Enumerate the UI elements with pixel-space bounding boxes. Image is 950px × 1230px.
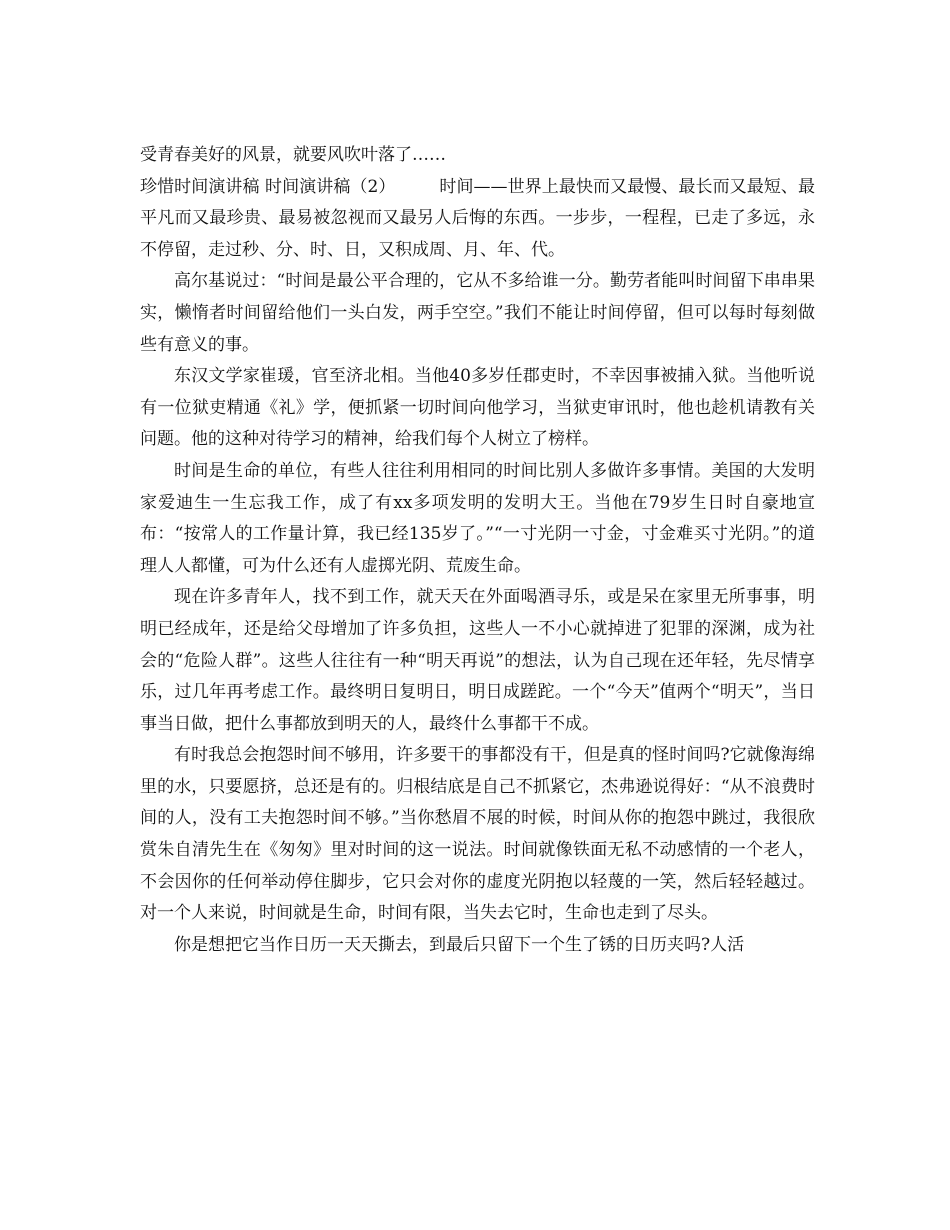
- paragraph-gorky: 高尔基说过：“时间是最公平合理的，它从不多给谁一分。勤劳者能叫时间留下串串果实，懒惰者时间留给他们一头白发，两手空空。”我们不能让时间停留，但可以每时每刻做些有意义的事。: [140, 271, 815, 355]
- document-page: [140, 140, 815, 961]
- paragraph-complaint: 有时我总会抱怨时间不够用，许多要干的事都没有干，但是真的怪时间吗?它就像海绵里的水，只要愿挤，总还是有的。归根结底是自己不抓紧它，杰弗逊说得好：“从不浪费时间的人，没有工夫抱怨时间不够。”当你愁眉不展的时候，时间从你的抱怨中跳过，我很欣赏朱自清先生在《匆匆》里对时间的这一说法。时间就像铁面无私不动感情的一个老人，不会因你的任何举动停住脚步，它只会对你的虚度光阴抱以轻蔑的一笑，然后轻轻越过。对一个人来说，时间就是生命，时间有限，当失去它时，生命也走到了尽头。: [140, 745, 815, 924]
- paragraph-continuation: 受青春美好的风景，就要风吹叶落了……: [140, 145, 446, 165]
- paragraph-title-intro: 珍惜时间演讲稿 时间演讲稿（2） 时间——世界上最快而又最慢、最长而又最短、最平凡而又最珍贵、最易被忽视而又最另人后悔的东西。一步步，一程程，已走了多远，永不停留，走过秒、分、时、日，又积成周、月、年、代。: [140, 176, 815, 260]
- paragraph-edison: 时间是生命的单位，有些人往往利用相同的时间比别人多做许多事情。美国的大发明家爱迪生一生忘我工作，成了有xx多项发明的发明大王。当他在79岁生日时自豪地宣布：“按常人的工作量计算，我已经135岁了。”“一寸光阴一寸金，寸金难买寸光阴。”的道理人人都懂，可为什么还有人虚掷光阴、荒废生命。: [140, 460, 815, 576]
- paragraph-calendar: 你是想把它当作日历一天天撕去，到最后只留下一个生了锈的日历夹吗?人活: [174, 934, 745, 955]
- paragraph-youth: 现在许多青年人，找不到工作，就天天在外面喝酒寻乐，或是呆在家里无所事事，明明已经成年，还是给父母增加了许多负担，这些人一不小心就掉进了犯罪的深渊，成为社会的“危险人群”。这些人往往有一种“明天再说”的想法，认为自己现在还年轻，先尽情享乐，过几年再考虑工作。最终明日复明日，明日成蹉跎。一个“今天”值两个“明天”，当日事当日做，把什么事都放到明天的人，最终什么事都干不成。: [140, 587, 815, 734]
- paragraph-cui-yuan: 东汉文学家崔瑗，官至济北相。当他40多岁任郡吏时，不幸因事被捕入狱。当他听说有一位狱吏精通《礼》学，便抓紧一切时间向他学习，当狱吏审讯时，他也趁机请教有关问题。他的这种对待学习的精神，给我们每个人树立了榜样。: [140, 366, 815, 450]
